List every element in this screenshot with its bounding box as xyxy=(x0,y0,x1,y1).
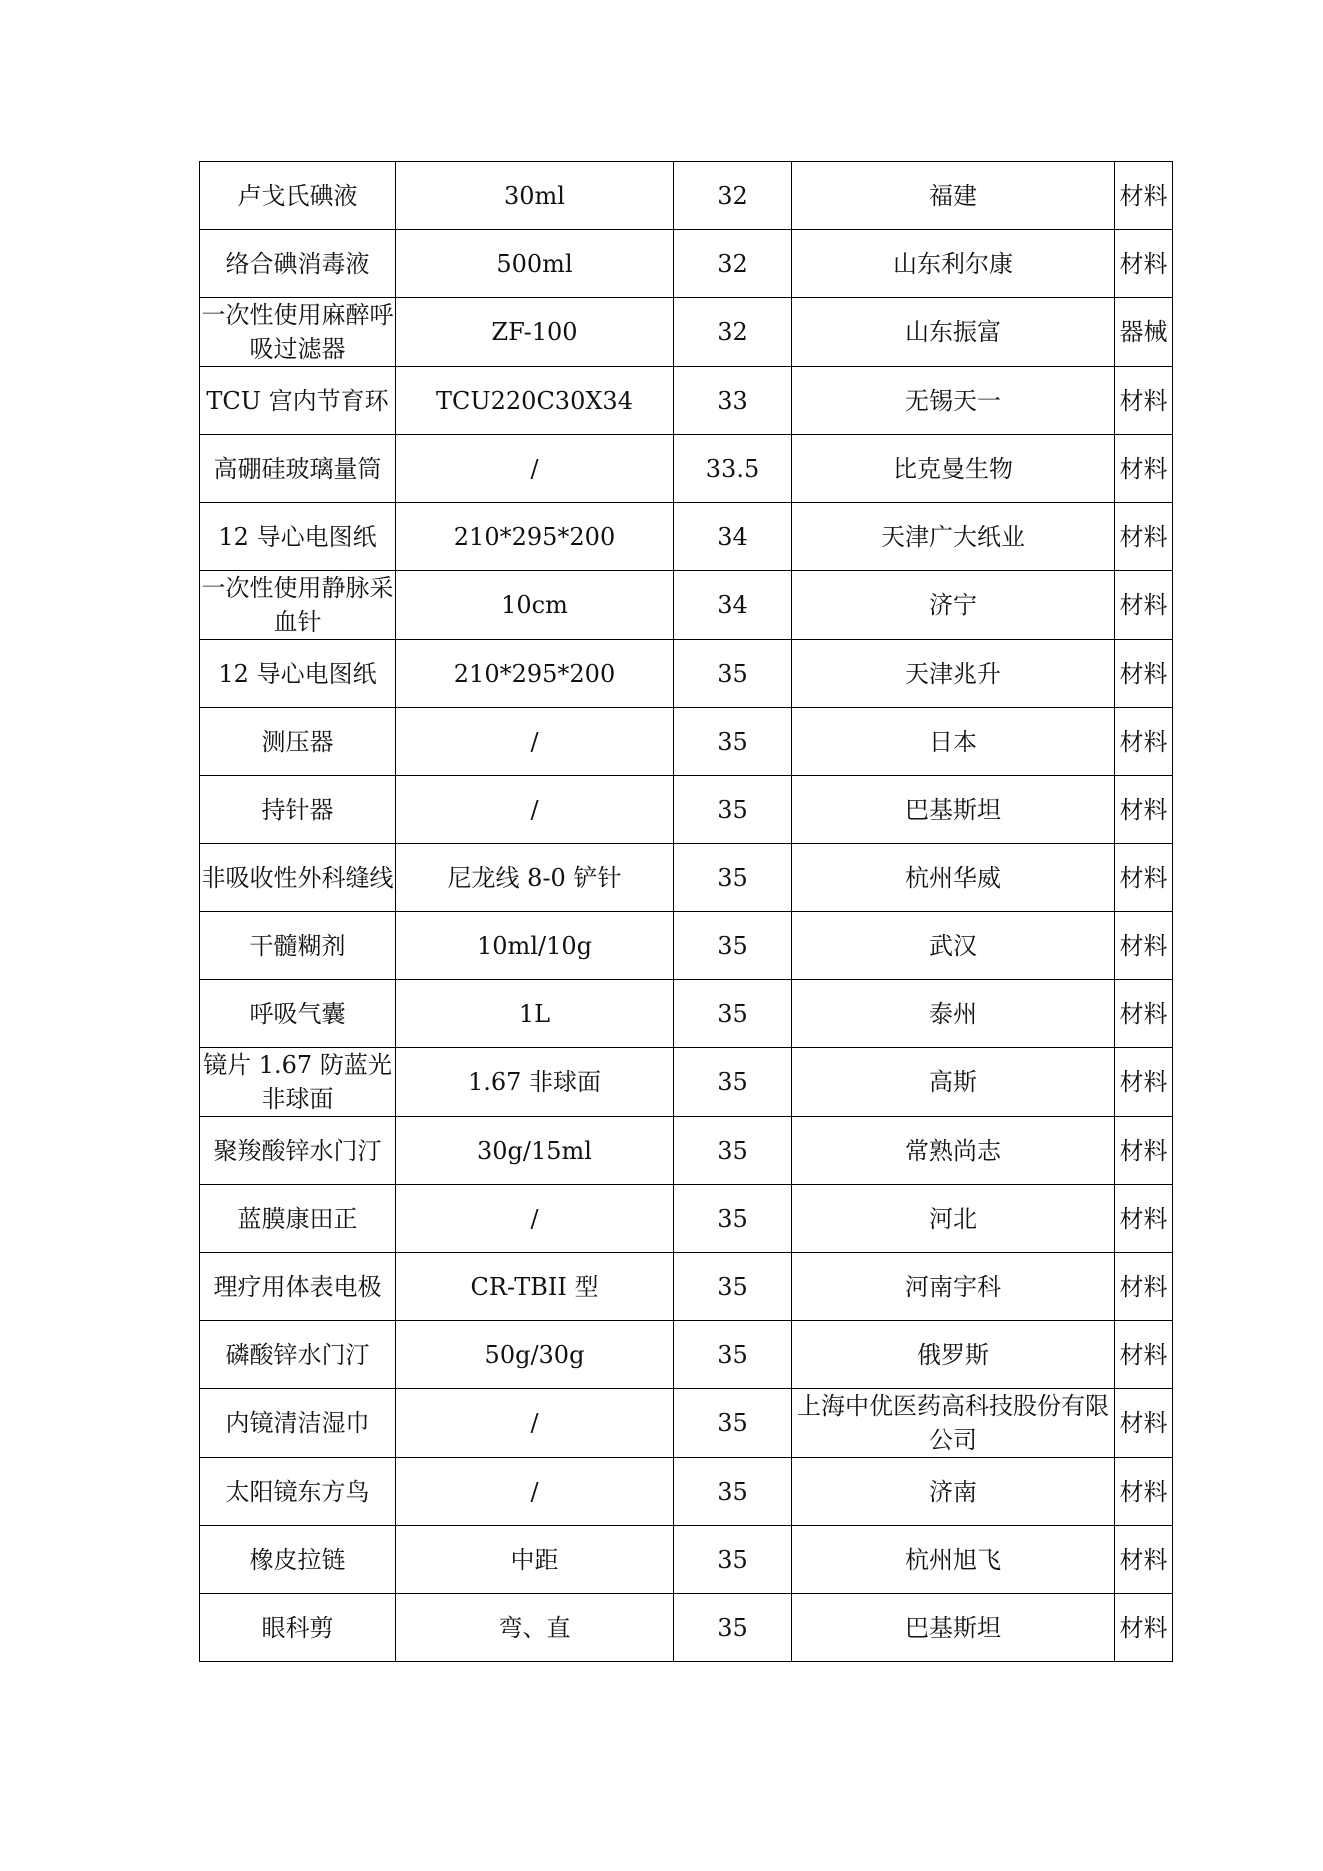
item-type-cell: 材料 xyxy=(1115,1458,1173,1526)
table-row xyxy=(200,1048,1173,1117)
item-spec-cell: 30ml xyxy=(396,162,674,230)
item-maker-cell: 济宁 xyxy=(792,571,1115,640)
item-name-cell: 镜片 1.67 防蓝光非球面 xyxy=(200,1048,396,1117)
item-name-cell: 蓝膜康田正 xyxy=(200,1185,396,1253)
item-spec-cell: / xyxy=(396,1185,674,1253)
item-price-cell: 35 xyxy=(674,1117,792,1185)
item-name-cell: 持针器 xyxy=(200,776,396,844)
table-row xyxy=(200,1117,1173,1185)
item-maker-cell: 山东利尔康 xyxy=(792,230,1115,298)
item-name-cell: 聚羧酸锌水门汀 xyxy=(200,1117,396,1185)
table-row xyxy=(200,844,1173,912)
item-spec-cell: 中距 xyxy=(396,1526,674,1594)
table-row xyxy=(200,435,1173,503)
item-maker-cell: 福建 xyxy=(792,162,1115,230)
item-price-cell: 33 xyxy=(674,367,792,435)
item-name-cell: 磷酸锌水门汀 xyxy=(200,1321,396,1389)
item-maker-cell: 比克曼生物 xyxy=(792,435,1115,503)
item-price-cell: 32 xyxy=(674,298,792,367)
item-spec-cell: 500ml xyxy=(396,230,674,298)
item-spec-cell: 1.67 非球面 xyxy=(396,1048,674,1117)
item-price-cell: 35 xyxy=(674,1321,792,1389)
item-maker-cell: 泰州 xyxy=(792,980,1115,1048)
item-name-cell: 测压器 xyxy=(200,708,396,776)
item-type-cell: 材料 xyxy=(1115,1594,1173,1662)
item-price-cell: 32 xyxy=(674,230,792,298)
item-price-cell: 35 xyxy=(674,980,792,1048)
item-name-cell: 12 导心电图纸 xyxy=(200,640,396,708)
item-spec-cell: 210*295*200 xyxy=(396,503,674,571)
item-type-cell: 材料 xyxy=(1115,1185,1173,1253)
item-price-cell: 34 xyxy=(674,571,792,640)
item-name-cell: 一次性使用静脉采血针 xyxy=(200,571,396,640)
item-spec-cell: 1L xyxy=(396,980,674,1048)
table-row xyxy=(200,367,1173,435)
item-name-cell: 呼吸气囊 xyxy=(200,980,396,1048)
item-name-cell: 12 导心电图纸 xyxy=(200,503,396,571)
item-price-cell: 35 xyxy=(674,912,792,980)
item-type-cell: 材料 xyxy=(1115,571,1173,640)
product-table xyxy=(199,161,1173,1662)
item-maker-cell: 俄罗斯 xyxy=(792,1321,1115,1389)
item-price-cell: 35 xyxy=(674,1594,792,1662)
item-name-cell: TCU 宫内节育环 xyxy=(200,367,396,435)
item-price-cell: 34 xyxy=(674,503,792,571)
item-name-cell: 高硼硅玻璃量筒 xyxy=(200,435,396,503)
item-type-cell: 材料 xyxy=(1115,367,1173,435)
item-price-cell: 35 xyxy=(674,1048,792,1117)
table-row xyxy=(200,1458,1173,1526)
item-price-cell: 35 xyxy=(674,640,792,708)
table-row xyxy=(200,640,1173,708)
item-price-cell: 35 xyxy=(674,844,792,912)
item-name-cell: 内镜清洁湿巾 xyxy=(200,1389,396,1458)
item-type-cell: 材料 xyxy=(1115,230,1173,298)
item-name-cell: 非吸收性外科缝线 xyxy=(200,844,396,912)
item-spec-cell: TCU220C30X34 xyxy=(396,367,674,435)
table-row xyxy=(200,912,1173,980)
table-row xyxy=(200,1594,1173,1662)
item-type-cell: 材料 xyxy=(1115,1321,1173,1389)
item-type-cell: 材料 xyxy=(1115,435,1173,503)
item-price-cell: 33.5 xyxy=(674,435,792,503)
item-maker-cell: 武汉 xyxy=(792,912,1115,980)
item-type-cell: 材料 xyxy=(1115,776,1173,844)
item-spec-cell: / xyxy=(396,708,674,776)
item-maker-cell: 巴基斯坦 xyxy=(792,776,1115,844)
item-name-cell: 太阳镜东方鸟 xyxy=(200,1458,396,1526)
table-row xyxy=(200,230,1173,298)
item-price-cell: 35 xyxy=(674,708,792,776)
item-spec-cell: / xyxy=(396,1389,674,1458)
item-type-cell: 材料 xyxy=(1115,640,1173,708)
item-spec-cell: ZF-100 xyxy=(396,298,674,367)
item-maker-cell: 高斯 xyxy=(792,1048,1115,1117)
item-name-cell: 理疗用体表电极 xyxy=(200,1253,396,1321)
table-row xyxy=(200,1253,1173,1321)
item-price-cell: 35 xyxy=(674,1526,792,1594)
item-spec-cell: 210*295*200 xyxy=(396,640,674,708)
item-price-cell: 32 xyxy=(674,162,792,230)
item-name-cell: 眼科剪 xyxy=(200,1594,396,1662)
table-row xyxy=(200,1321,1173,1389)
item-maker-cell: 无锡天一 xyxy=(792,367,1115,435)
item-maker-cell: 上海中优医药高科技股份有限公司 xyxy=(792,1389,1115,1458)
item-type-cell: 材料 xyxy=(1115,844,1173,912)
item-spec-cell: 尼龙线 8-0 铲针 xyxy=(396,844,674,912)
item-type-cell: 材料 xyxy=(1115,1526,1173,1594)
table-row xyxy=(200,980,1173,1048)
item-maker-cell: 河南宇科 xyxy=(792,1253,1115,1321)
item-price-cell: 35 xyxy=(674,1389,792,1458)
item-price-cell: 35 xyxy=(674,776,792,844)
table-row xyxy=(200,162,1173,230)
item-spec-cell: / xyxy=(396,1458,674,1526)
table-row xyxy=(200,298,1173,367)
item-type-cell: 材料 xyxy=(1115,980,1173,1048)
item-spec-cell: 30g/15ml xyxy=(396,1117,674,1185)
item-name-cell: 卢戈氏碘液 xyxy=(200,162,396,230)
item-spec-cell: 50g/30g xyxy=(396,1321,674,1389)
item-type-cell: 材料 xyxy=(1115,708,1173,776)
item-maker-cell: 河北 xyxy=(792,1185,1115,1253)
item-maker-cell: 常熟尚志 xyxy=(792,1117,1115,1185)
table-row xyxy=(200,776,1173,844)
item-maker-cell: 济南 xyxy=(792,1458,1115,1526)
item-maker-cell: 天津广大纸业 xyxy=(792,503,1115,571)
item-price-cell: 35 xyxy=(674,1458,792,1526)
item-type-cell: 器械 xyxy=(1115,298,1173,367)
item-name-cell: 橡皮拉链 xyxy=(200,1526,396,1594)
item-maker-cell: 巴基斯坦 xyxy=(792,1594,1115,1662)
item-maker-cell: 杭州华威 xyxy=(792,844,1115,912)
item-spec-cell: 10ml/10g xyxy=(396,912,674,980)
item-type-cell: 材料 xyxy=(1115,1389,1173,1458)
item-price-cell: 35 xyxy=(674,1253,792,1321)
item-name-cell: 络合碘消毒液 xyxy=(200,230,396,298)
item-type-cell: 材料 xyxy=(1115,1048,1173,1117)
item-spec-cell: 弯、直 xyxy=(396,1594,674,1662)
item-maker-cell: 日本 xyxy=(792,708,1115,776)
item-type-cell: 材料 xyxy=(1115,503,1173,571)
item-spec-cell: CR-TBII 型 xyxy=(396,1253,674,1321)
item-maker-cell: 山东振富 xyxy=(792,298,1115,367)
item-price-cell: 35 xyxy=(674,1185,792,1253)
table-row xyxy=(200,1526,1173,1594)
table-row xyxy=(200,571,1173,640)
item-name-cell: 一次性使用麻醉呼吸过滤器 xyxy=(200,298,396,367)
table-row xyxy=(200,1389,1173,1458)
item-type-cell: 材料 xyxy=(1115,912,1173,980)
table-body xyxy=(200,162,1173,1662)
table-row xyxy=(200,708,1173,776)
table-row xyxy=(200,1185,1173,1253)
item-name-cell: 干髓糊剂 xyxy=(200,912,396,980)
item-type-cell: 材料 xyxy=(1115,1253,1173,1321)
table-row xyxy=(200,503,1173,571)
item-type-cell: 材料 xyxy=(1115,1117,1173,1185)
item-maker-cell: 杭州旭飞 xyxy=(792,1526,1115,1594)
item-type-cell: 材料 xyxy=(1115,162,1173,230)
item-spec-cell: / xyxy=(396,435,674,503)
item-spec-cell: / xyxy=(396,776,674,844)
item-maker-cell: 天津兆升 xyxy=(792,640,1115,708)
item-spec-cell: 10cm xyxy=(396,571,674,640)
